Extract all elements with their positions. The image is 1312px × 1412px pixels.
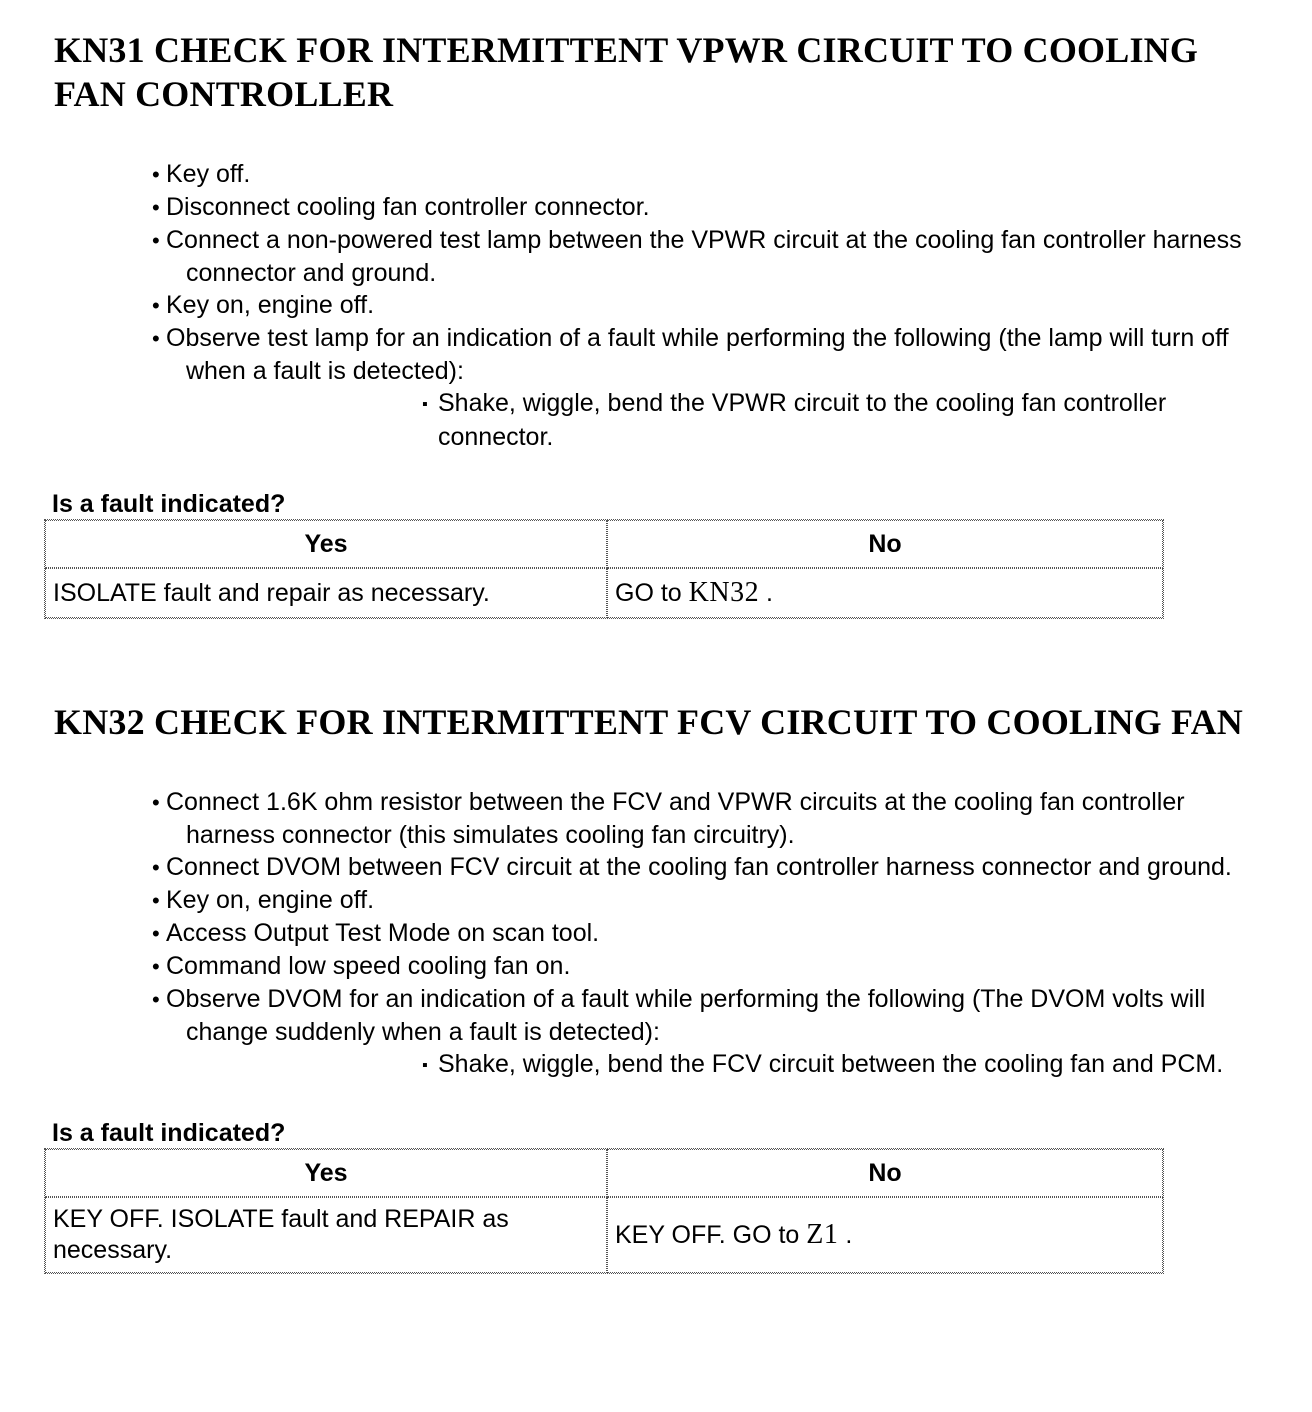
header-yes: Yes (45, 520, 607, 568)
header-yes: Yes (45, 1149, 607, 1197)
substep-item: ▪ Shake, wiggle, bend the VPWR circuit to the cooling fan controller connector. (186, 387, 1276, 453)
step-item: • Command low speed cooling fan on. (0, 950, 1276, 983)
step-item: • Access Output Test Mode on scan tool. (0, 917, 1276, 950)
section-kn31 (0, 28, 1312, 619)
substep-list (186, 1048, 1276, 1082)
answer-table (44, 519, 1164, 619)
step-item: • Key on, engine off. (0, 289, 1276, 322)
cell-no (607, 1197, 1163, 1273)
table-row (45, 1197, 1163, 1273)
step-item (0, 983, 1276, 1082)
step-item: • Key on, engine off. (0, 884, 1276, 917)
cell-yes: ISOLATE fault and repair as necessary. (45, 568, 607, 618)
question-label: Is a fault indicated? (52, 490, 286, 518)
section-kn32 (0, 700, 1312, 1274)
table-row (45, 568, 1163, 618)
cell-yes: KEY OFF. ISOLATE fault and REPAIR as necessary. (45, 1197, 607, 1273)
step-item: • Key off. (0, 158, 1276, 191)
step-text: Observe DVOM for an indication of a fault while performing the following (The DVOM volts will change suddenly when a fault is detected): (166, 985, 1206, 1046)
step-list (0, 786, 1312, 1082)
substep-item: ▪ Shake, wiggle, bend the FCV circuit between the cooling fan and PCM. (186, 1048, 1276, 1082)
header-no: No (607, 1149, 1163, 1197)
link-kn32[interactable]: KN32 (688, 577, 760, 608)
step-item: • Connect 1.6K ohm resistor between the FCV and VPWR circuits at the cooling fan controller harness connector (this simulates cooling fan circuitry). (0, 786, 1276, 851)
section-heading: KN32 CHECK FOR INTERMITTENT FCV CIRCUIT TO COOLING FAN (54, 702, 1243, 742)
step-item (0, 322, 1276, 453)
cell-no (607, 568, 1163, 618)
header-no: No (607, 520, 1163, 568)
table-header-row (45, 520, 1163, 568)
step-text: Observe test lamp for an indication of a fault while performing the following (the lamp will turn off when a fault is detected): (166, 324, 1229, 385)
cell-no-suffix: . (838, 1221, 853, 1249)
step-item: • Disconnect cooling fan controller connector. (0, 191, 1276, 224)
question-label: Is a fault indicated? (52, 1119, 286, 1147)
table-header-row (45, 1149, 1163, 1197)
link-z1[interactable]: Z1 (806, 1219, 839, 1250)
substep-list (186, 387, 1276, 453)
step-item: • Connect DVOM between FCV circuit at the cooling fan controller harness connector and ground. (0, 851, 1276, 884)
section-heading: KN31 CHECK FOR INTERMITTENT VPWR CIRCUIT TO COOLING FAN CONTROLLER (54, 30, 1199, 114)
cell-no-prefix: KEY OFF. GO to (615, 1221, 807, 1249)
cell-no-suffix: . (759, 579, 773, 607)
answer-table (44, 1148, 1164, 1274)
step-item: • Connect a non-powered test lamp between the VPWR circuit at the cooling fan controller harness connector and ground. (0, 224, 1276, 289)
step-list (0, 158, 1312, 453)
cell-no-prefix: GO to (615, 579, 689, 607)
